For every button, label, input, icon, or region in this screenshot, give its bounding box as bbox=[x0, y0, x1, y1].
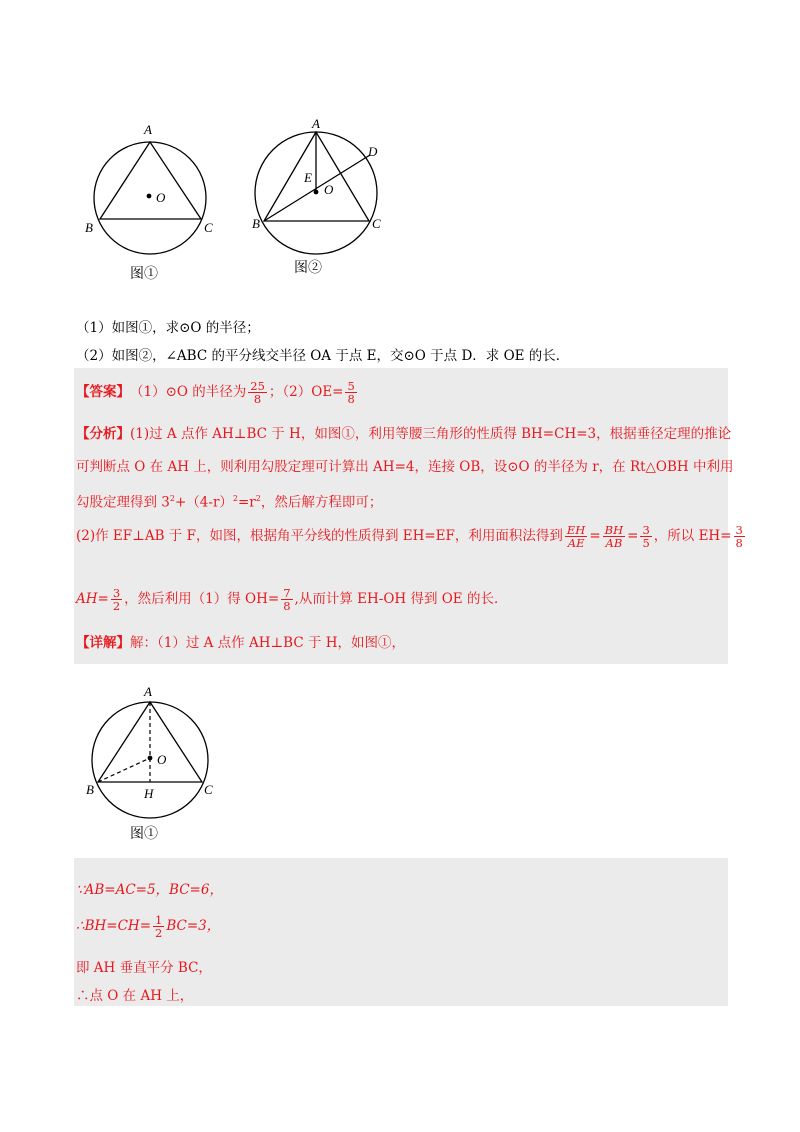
label-c: C bbox=[204, 782, 213, 797]
label-b: B bbox=[252, 216, 260, 231]
analysis-line-1: 【分析】(1)过 A 点作 AH⊥BC 于 H，如图①，利用等腰三角形的性质得 BH=CH=3，根据垂径定理的推论 bbox=[76, 426, 732, 442]
detail-tag: 【详解】 bbox=[76, 635, 130, 651]
label-h: H bbox=[144, 786, 154, 801]
fraction-eh-ae: $\frac{EH}{AE}$ bbox=[566, 522, 586, 550]
analysis-line-2: 可判断点 O 在 AH 上，则利用勾股定理可计算出 AH=4，连接 OB，设⊙O 的半径为 r，在 Rt△OBH 中利用 bbox=[76, 459, 734, 475]
center-dot bbox=[147, 194, 152, 199]
step-3: 即 AH 垂直平分 BC， bbox=[76, 960, 212, 976]
answer-tag: 【答案】 bbox=[76, 384, 130, 400]
answer-fraction-1: $\frac{25}{8}$ bbox=[250, 378, 265, 406]
answer-fraction-2: $\frac{5}{8}$ bbox=[347, 378, 355, 406]
detail-line-1: 【详解】解：（1）过 A 点作 AH⊥BC 于 H，如图①， bbox=[76, 635, 406, 651]
caption: 图① bbox=[130, 267, 158, 282]
label-a: A bbox=[144, 122, 152, 137]
figure-2 bbox=[244, 110, 394, 286]
caption: 图② bbox=[294, 261, 322, 276]
fraction-3-5: $\frac{3}{5}$ bbox=[642, 522, 650, 550]
label-c: C bbox=[204, 220, 213, 235]
caption: 图① bbox=[130, 827, 158, 842]
answer-part1: （1）⊙O 的半径为 bbox=[130, 384, 247, 400]
step-2: ∴BH=CH= $\frac{1}{2}$ BC=3， bbox=[76, 912, 221, 940]
label-o: O bbox=[324, 182, 334, 197]
label-o: O bbox=[157, 752, 167, 767]
answer-part2: ；（2）OE= bbox=[268, 384, 344, 400]
bisector-bd bbox=[264, 155, 370, 221]
question-1: （1）如图①，求⊙O 的半径； bbox=[76, 320, 260, 336]
label-a: A bbox=[144, 684, 152, 699]
label-o: O bbox=[156, 190, 166, 205]
label-a: A bbox=[312, 116, 320, 131]
fraction-1-2: $\frac{1}{2}$ bbox=[155, 912, 163, 940]
label-e: E bbox=[304, 170, 312, 185]
fraction-7-8: $\frac{7}{8}$ bbox=[283, 585, 291, 613]
center-dot bbox=[148, 756, 153, 761]
fraction-bh-ab: $\frac{BH}{AB}$ bbox=[604, 522, 624, 550]
question-2: （2）如图②，∠ABC 的平分线交半径 OA 于点 E，交⊙O 于点 D．求 OE 的长． bbox=[76, 348, 570, 364]
figure-3 bbox=[74, 668, 232, 858]
label-b: B bbox=[86, 782, 94, 797]
label-c: C bbox=[372, 216, 381, 231]
figure-1 bbox=[80, 118, 220, 288]
analysis-line-3: 勾股定理得到 $3^2+(4-r)^2=r^2$，然后解方程即可； bbox=[76, 494, 383, 511]
label-b: B bbox=[85, 220, 93, 235]
analysis-line-5: AH= $\frac{3}{2}$ ，然后利用（1）得 OH= $\frac{7}{8}$ ,从而计算 EH-OH 得到 OE 的长． bbox=[76, 585, 508, 613]
analysis-tag: 【分析】 bbox=[76, 426, 130, 442]
label-d: D bbox=[368, 144, 378, 159]
center-dot bbox=[314, 190, 319, 195]
answer-line bbox=[76, 375, 359, 409]
step-1: ∵AB=AC=5，BC=6， bbox=[76, 882, 223, 898]
step-4: ∴点 O 在 AH 上， bbox=[76, 988, 194, 1004]
fraction-3-8: $\frac{3}{8}$ bbox=[735, 522, 743, 550]
analysis-line-4: (2)作 EF⊥AB 于 F，如图，根据角平分线的性质得到 EH=EF，利用面积法得到 $\frac{EH}{AE}$ = $\frac{BH}{AB}$ = $\frac{3}{5}$ ，所以 EH= $\frac{3}{8}$ bbox=[76, 522, 743, 550]
fraction-3-2: $\frac{3}{2}$ bbox=[112, 585, 121, 613]
